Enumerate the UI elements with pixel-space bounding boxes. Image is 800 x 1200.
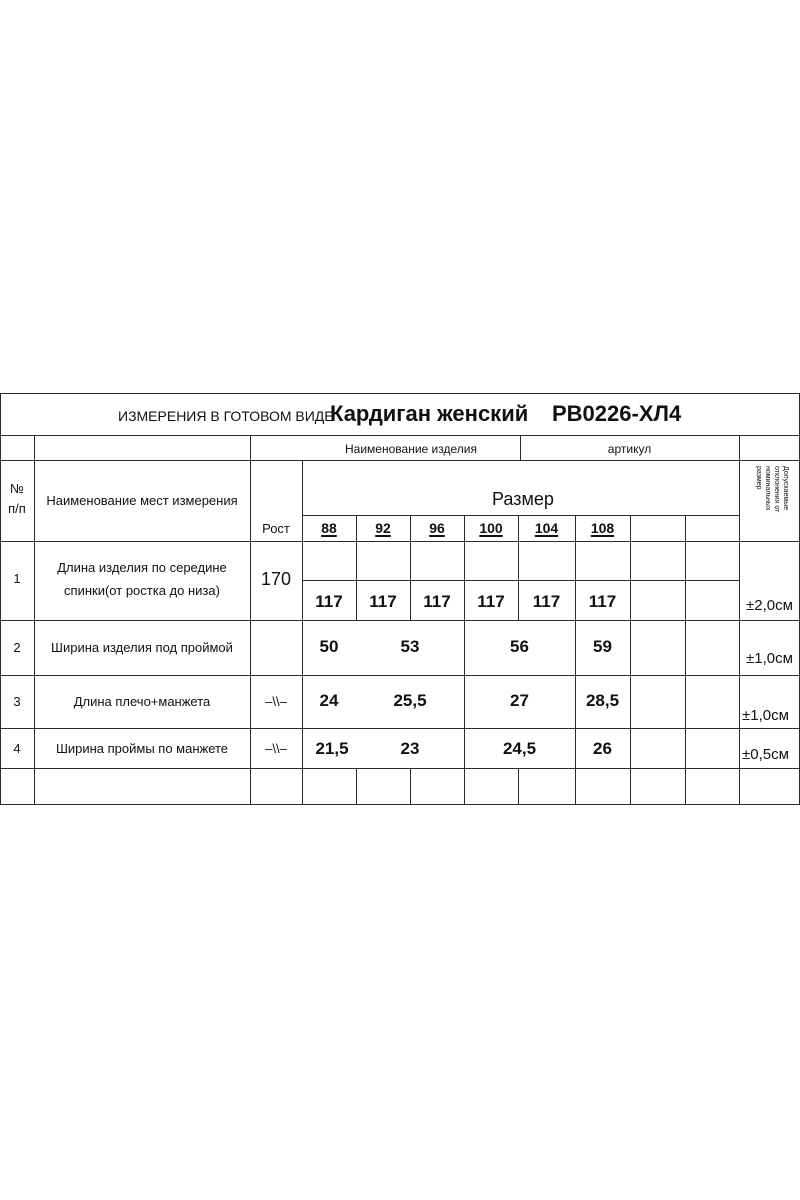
row2-tolerance: ±1,0см (746, 650, 793, 667)
size-col-line-6 (630, 515, 631, 804)
number-label-1: № (10, 481, 24, 496)
size-104: 104 (534, 520, 559, 536)
size-col-line-7 (685, 515, 686, 804)
table-bottom-border (0, 804, 800, 805)
row3-height: –\\– (265, 694, 287, 709)
row4-tolerance: ±0,5см (742, 746, 789, 763)
row4-number: 4 (13, 741, 21, 756)
row2-value-108: 59 (593, 637, 612, 656)
row4-height: –\\– (265, 741, 287, 756)
row3-number: 3 (13, 694, 21, 709)
size-96: 96 (429, 520, 445, 536)
row3-value-100-104: 27 (510, 691, 529, 710)
row1-name-line-2: спинки(от ростка до низа) (64, 583, 220, 598)
row1-number: 1 (13, 571, 21, 586)
row1-height: 170 (260, 569, 292, 589)
row1-split-line (302, 580, 739, 581)
row2-number: 2 (13, 640, 21, 655)
row1-value-88: 117 (315, 592, 343, 611)
size-label-divider (302, 515, 739, 516)
row2-value-100-104: 56 (510, 637, 529, 656)
size-100: 100 (479, 520, 503, 536)
row4-value-92-96: 23 (400, 739, 420, 758)
size-col-line-5 (575, 515, 576, 804)
subheader-row-border (0, 460, 800, 461)
product-name-label: Наименование изделия (345, 442, 477, 456)
article-label: артикул (607, 442, 652, 456)
tolerance-column-border (739, 435, 740, 804)
tolerance-label (754, 466, 790, 512)
row2-name: Ширина изделия под проймой (51, 640, 233, 655)
size-col-line-1b (356, 768, 357, 804)
row3-name: Длина плечо+манжета (73, 694, 211, 709)
size-col-line-2b (410, 768, 411, 804)
product-title: Кардиган женский (330, 401, 529, 426)
table-top-border (0, 393, 800, 394)
row1-value-92: 117 (369, 592, 397, 611)
header-prefix: ИЗМЕРЕНИЯ В ГОТОВОМ ВИДЕ (118, 408, 334, 424)
row3-bottom-border (0, 728, 800, 729)
size-108: 108 (590, 520, 615, 536)
row3-value-92-96: 25,5 (393, 691, 427, 710)
article-code: РВ0226-ХЛ4 (552, 401, 682, 426)
tolerance-label-line-3: номинальных (764, 466, 771, 511)
row3-value-108: 28,5 (585, 691, 620, 710)
tolerance-label-line-2: отклонения от (773, 466, 780, 513)
row1-value-96: 117 (423, 592, 451, 611)
row4-bottom-border (0, 768, 800, 769)
row1-value-104: 117 (532, 592, 561, 611)
row1-value-108: 117 (588, 592, 617, 611)
row4-name: Ширина проймы по манжете (55, 741, 229, 756)
row4-value-108: 26 (593, 739, 612, 758)
number-label-2: п/п (8, 501, 26, 516)
row4-value-88: 21,5 (315, 739, 349, 758)
header-bottom-border (0, 541, 800, 542)
row1-bottom-border (0, 620, 800, 621)
size-col-line-3 (464, 515, 465, 804)
row2-value-92-96: 53 (400, 637, 420, 656)
title-row-border (0, 435, 800, 436)
row3-value-88: 24 (319, 691, 339, 710)
size-col-line-4b (518, 768, 519, 804)
size-88: 88 (321, 520, 337, 536)
tolerance-label-line-4: размер (755, 466, 762, 490)
row2-bottom-border (0, 675, 800, 676)
row1-name-line-1: Длина изделия по середине (57, 560, 227, 575)
row1-tolerance: ±2,0см (746, 597, 793, 614)
tolerance-label-line-1: Допускаемые (782, 466, 789, 511)
row1-value-100: 117 (477, 592, 505, 611)
size-label: Размер (492, 489, 554, 509)
size-92: 92 (375, 520, 391, 536)
row2-value-88: 50 (319, 637, 339, 656)
row4-value-100-104: 24,5 (502, 739, 537, 758)
height-label: Рост (262, 521, 290, 536)
measure-label: Наименование мест измерения (46, 493, 238, 508)
row3-tolerance: ±1,0см (742, 707, 789, 724)
